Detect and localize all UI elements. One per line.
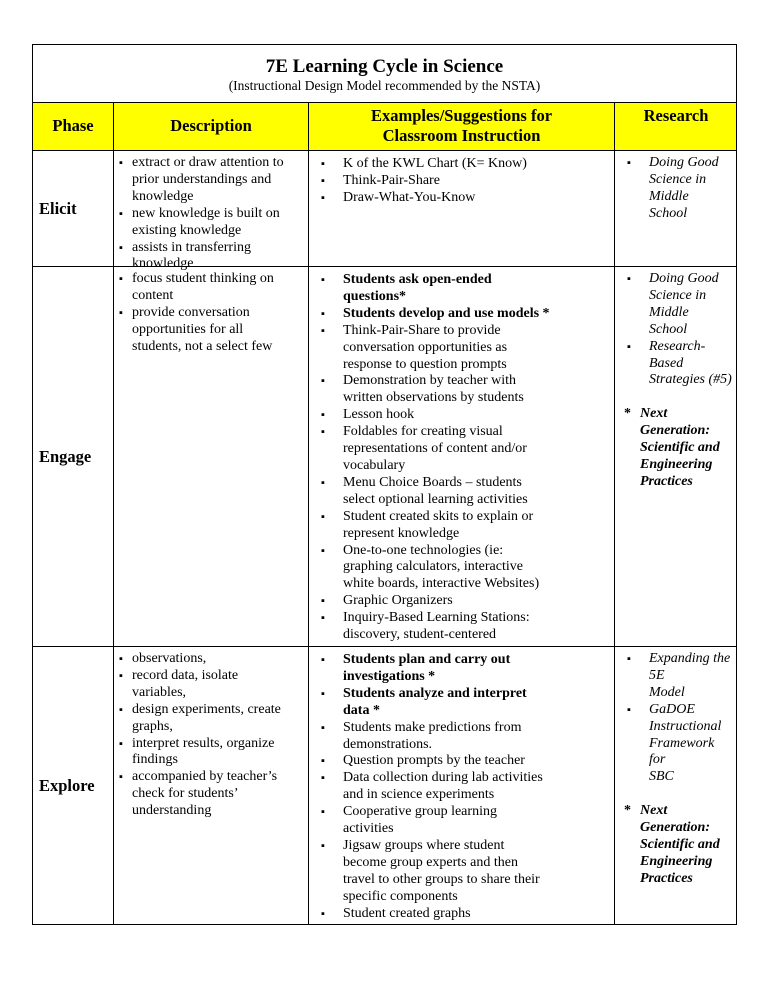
list-item: ▪ new knowledge is built on existing knowledge: [132, 206, 304, 240]
description-cell: [114, 267, 309, 646]
list-item: ▪ Student created skits to explain or represent knowledge: [343, 509, 610, 543]
list-item: ▪ Demonstration by teacher with written observations by students: [343, 373, 610, 407]
list-item: ▪ One-to-one technologies (ie: graphing calculators, interactive white boards, interactive Websites): [343, 543, 610, 594]
list-item: ▪ Students analyze and interpret data *: [343, 686, 610, 720]
examples-cell: [309, 151, 615, 266]
examples-cell: [309, 267, 615, 646]
research-note: * Next Generation: Scientific and Engineering Practices: [624, 406, 720, 489]
research-cell: [615, 267, 737, 646]
list-item: ▪ focus student thinking on content: [132, 271, 304, 305]
list-item: ▪ extract or draw attention to prior understandings and knowledge: [132, 155, 304, 206]
list-item: ▪ Doing Good Science in Middle School: [649, 271, 733, 339]
list-item: ▪ interpret results, organize findings: [132, 736, 304, 770]
list-item: ▪ design experiments, create graphs,: [132, 702, 304, 736]
phase-elicit: Elicit: [33, 151, 114, 266]
list-item: ▪ Lesson hook: [343, 407, 610, 424]
list-item: ▪ Jigsaw groups where student become group experts and then travel to other groups to share their specific components: [343, 838, 610, 906]
header-phase: Phase: [33, 103, 114, 150]
header-description: Description: [114, 103, 309, 150]
description-cell: [114, 647, 309, 924]
list-item: ▪ Students ask open-ended questions*: [343, 272, 610, 306]
list-item: ▪ observations,: [132, 651, 304, 668]
list-item: ▪ Graphic Organizers: [343, 593, 610, 610]
list-item: ▪ accompanied by teacher’s check for students’ understanding: [132, 769, 304, 820]
list-item: ▪ Research-Based Strategies (#5): [649, 339, 733, 390]
list-item: ▪ Expanding the 5E Model: [649, 651, 733, 702]
header-row: [33, 103, 736, 151]
list-item: ▪ Cooperative group learning activities: [343, 804, 610, 838]
research-cell: [615, 647, 737, 924]
row-explore: [33, 647, 736, 924]
list-item: ▪ Think-Pair-Share: [343, 173, 610, 190]
research-note: * Next Generation: Scientific and Engineering Practices: [624, 803, 720, 886]
list-item: ▪ assists in transferring knowledge: [132, 240, 304, 274]
research-cell: [615, 151, 737, 266]
list-item: ▪ Students develop and use models *: [343, 306, 610, 323]
list-item: ▪ Student created graphs: [343, 906, 610, 923]
row-engage: [33, 267, 736, 647]
list-item: ▪ Data collection during lab activities and in science experiments: [343, 770, 610, 804]
list-item: ▪ K of the KWL Chart (K= Know): [343, 156, 610, 173]
header-research: Research: [643, 106, 709, 125]
list-item: ▪ Students make predictions from demonstrations.: [343, 720, 610, 754]
learning-cycle-table: [32, 44, 737, 925]
list-item: ▪ record data, isolate variables,: [132, 668, 304, 702]
list-item: ▪ Think-Pair-Share to provide conversation opportunities as response to question prompts: [343, 323, 610, 374]
list-item: ▪ Students plan and carry out investigations *: [343, 652, 610, 686]
row-elicit: [33, 151, 736, 272]
list-item: ▪ Foldables for creating visual representations of content and/or vocabulary: [343, 424, 610, 475]
examples-cell: [309, 647, 615, 924]
list-item: ▪ Menu Choice Boards – students select optional learning activities: [343, 475, 610, 509]
title-block: [33, 45, 736, 103]
phase-engage: Engage: [33, 267, 114, 646]
header-examples: Examples/Suggestions for Classroom Instruction: [309, 103, 615, 150]
list-item: ▪ provide conversation opportunities for all students, not a select few: [132, 305, 304, 356]
list-item: ▪ Question prompts by the teacher: [343, 753, 610, 770]
list-item: ▪ GaDOE Instructional Framework for SBC: [649, 702, 733, 787]
list-item: ▪ Draw-What-You-Know: [343, 190, 610, 207]
list-item: ▪ Doing Good Science in Middle School: [649, 155, 733, 223]
list-item: ▪ Inquiry-Based Learning Stations: discovery, student-centered: [343, 610, 610, 644]
page-title: 7E Learning Cycle in Science: [265, 56, 504, 77]
description-cell: [114, 151, 309, 272]
page-subtitle: (Instructional Design Model recommended by the NSTA): [228, 78, 541, 93]
phase-explore: Explore: [33, 647, 114, 924]
